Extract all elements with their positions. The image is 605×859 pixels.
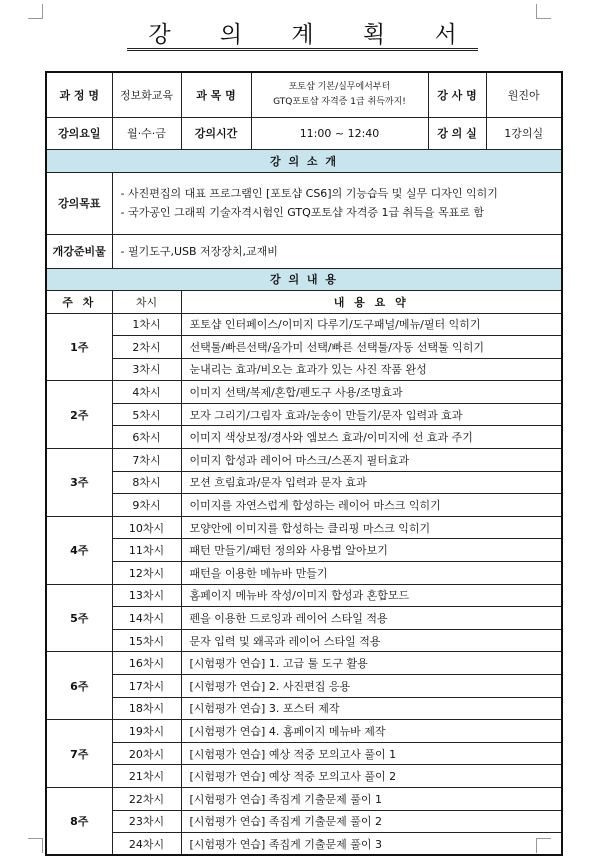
session-row — [46, 742, 562, 765]
session-summary: [시험평가 연습] 예상 적중 모의고사 풀이 2 — [181, 765, 562, 788]
goal-line-2: - 국가공인 그래픽 기술자격시험인 GTQ포토샵 자격증 1급 취득을 목표로 함 — [120, 206, 484, 219]
intro-header: 강 의 소 개 — [46, 149, 562, 172]
session-number: 22차시 — [112, 787, 181, 810]
session-row — [46, 426, 562, 449]
document-title-wrap — [0, 16, 605, 49]
prep-row — [46, 234, 562, 268]
col-summary-header: 내 용 요 약 — [181, 290, 562, 313]
session-number: 15차시 — [112, 629, 181, 652]
column-header-row — [46, 290, 562, 313]
session-summary: [시험평가 연습] 4. 홈페이지 메뉴바 제작 — [181, 720, 562, 743]
subject-label: 과 목 명 — [181, 72, 251, 117]
subject-line-1: 포토샵 기본/실무에서부터 — [288, 81, 391, 92]
document-title: 강 의 계 획 서 — [127, 22, 477, 51]
session-number: 11차시 — [112, 539, 181, 562]
session-row — [46, 765, 562, 788]
session-number: 17차시 — [112, 675, 181, 698]
session-summary: 홈페이지 메뉴바 작성/이미지 합성과 혼합모드 — [181, 584, 562, 607]
session-number: 2차시 — [112, 336, 181, 359]
week-label: 1주 — [46, 313, 112, 381]
session-summary: 펜을 이용한 드로잉과 레이어 스타일 적용 — [181, 607, 562, 630]
session-row — [46, 697, 562, 720]
goal-line-1: - 사진편집의 대표 프로그램인 [포토샵 CS6]의 기능습득 및 실무 디자인 익히기 — [120, 187, 498, 200]
session-summary: 패턴을 이용한 메뉴바 만들기 — [181, 562, 562, 585]
week-label: 7주 — [46, 720, 112, 788]
subject-value — [251, 72, 428, 117]
session-summary: 이미지 색상보정/경사와 엠보스 효과/이미지에 선 효과 주기 — [181, 426, 562, 449]
session-number: 8차시 — [112, 471, 181, 494]
session-row — [46, 629, 562, 652]
session-summary: 포토샵 인터페이스/이미지 다루기/도구패널/메뉴/필터 익히기 — [181, 313, 562, 336]
course-value: 정보화교육 — [112, 72, 181, 117]
course-label: 과 정 명 — [46, 72, 112, 117]
session-summary: 이미지 합성과 레이어 마스크/스폰지 필터효과 — [181, 449, 562, 472]
session-summary: 모자 그리기/그림자 효과/눈송이 만들기/문자 입력과 효과 — [181, 403, 562, 426]
room-value: 1강의실 — [486, 117, 562, 149]
room-label: 강 의 실 — [428, 117, 486, 149]
session-number: 1차시 — [112, 313, 181, 336]
session-summary: [시험평가 연습] 족집게 기출문제 풀이 1 — [181, 787, 562, 810]
week-label: 2주 — [46, 381, 112, 449]
session-summary: 선택툴/빠른선택/올가미 선택/빠른 선택툴/자동 선택툴 익히기 — [181, 336, 562, 359]
lecture-plan-table — [45, 71, 563, 856]
session-summary: 이미지를 자연스럽게 합성하는 레이어 마스크 익히기 — [181, 494, 562, 517]
session-summary: 패턴 만들기/패턴 정의와 사용법 알아보기 — [181, 539, 562, 562]
intro-header-row — [46, 149, 562, 172]
session-number: 4차시 — [112, 381, 181, 404]
subject-line-2: GTQ포토샵 자격증 1급 취득까지! — [273, 96, 406, 107]
crop-mark-bottom-left — [28, 838, 43, 853]
week-label: 6주 — [46, 652, 112, 720]
week-label: 4주 — [46, 516, 112, 584]
session-row — [46, 833, 562, 856]
session-row — [46, 720, 562, 743]
session-number: 21차시 — [112, 765, 181, 788]
session-row — [46, 381, 562, 404]
week-label: 3주 — [46, 449, 112, 517]
session-row — [46, 449, 562, 472]
session-summary: [시험평가 연습] 2. 사진편집 응용 — [181, 675, 562, 698]
session-number: 3차시 — [112, 358, 181, 381]
session-row — [46, 494, 562, 517]
session-number: 19차시 — [112, 720, 181, 743]
session-number: 18차시 — [112, 697, 181, 720]
week-label: 8주 — [46, 787, 112, 855]
session-summary: [시험평가 연습] 족집게 기출문제 풀이 3 — [181, 833, 562, 856]
session-number: 23차시 — [112, 810, 181, 833]
goal-content — [112, 172, 562, 234]
session-row — [46, 358, 562, 381]
info-row-1 — [46, 72, 562, 117]
session-row — [46, 675, 562, 698]
goal-row — [46, 172, 562, 234]
goal-label: 강의목표 — [46, 172, 112, 234]
session-row — [46, 607, 562, 630]
time-value: 11:00 ~ 12:40 — [251, 117, 428, 149]
session-number: 14차시 — [112, 607, 181, 630]
week-label: 5주 — [46, 584, 112, 652]
session-row — [46, 313, 562, 336]
session-number: 6차시 — [112, 426, 181, 449]
session-summary: [시험평가 연습] 예상 적중 모의고사 풀이 1 — [181, 742, 562, 765]
session-number: 16차시 — [112, 652, 181, 675]
prep-value: - 필기도구,USB 저장장치,교재비 — [112, 234, 562, 268]
session-row — [46, 336, 562, 359]
session-summary: [시험평가 연습] 족집게 기출문제 풀이 2 — [181, 810, 562, 833]
instructor-value: 원진아 — [486, 72, 562, 117]
session-number: 5차시 — [112, 403, 181, 426]
session-number: 10차시 — [112, 516, 181, 539]
session-number: 24차시 — [112, 833, 181, 856]
session-summary: [시험평가 연습] 1. 고급 툴 도구 활용 — [181, 652, 562, 675]
col-session-header: 차시 — [112, 290, 181, 313]
instructor-label: 강 사 명 — [428, 72, 486, 117]
content-header-row — [46, 268, 562, 290]
col-week-header: 주 차 — [46, 290, 112, 313]
session-number: 12차시 — [112, 562, 181, 585]
prep-label: 개강준비물 — [46, 234, 112, 268]
session-row — [46, 584, 562, 607]
content-header: 강 의 내 용 — [46, 268, 562, 290]
session-number: 7차시 — [112, 449, 181, 472]
session-row — [46, 539, 562, 562]
session-row — [46, 562, 562, 585]
session-row — [46, 652, 562, 675]
session-summary: [시험평가 연습] 3. 포스터 제작 — [181, 697, 562, 720]
info-row-2 — [46, 117, 562, 149]
session-row — [46, 787, 562, 810]
session-summary: 모양안에 이미지를 합성하는 클리핑 마스크 익히기 — [181, 516, 562, 539]
time-label: 강의시간 — [181, 117, 251, 149]
session-row — [46, 403, 562, 426]
session-summary: 눈내리는 효과/비오는 효과가 있는 사진 작품 완성 — [181, 358, 562, 381]
session-row — [46, 810, 562, 833]
session-number: 9차시 — [112, 494, 181, 517]
session-summary: 모션 흐림효과/문자 입력과 문자 효과 — [181, 471, 562, 494]
session-row — [46, 471, 562, 494]
day-value: 월·수·금 — [112, 117, 181, 149]
session-number: 20차시 — [112, 742, 181, 765]
session-summary: 이미지 선택/복제/혼합/펜도구 사용/조명효과 — [181, 381, 562, 404]
session-summary: 문자 입력 및 왜곡과 레이어 스타일 적용 — [181, 629, 562, 652]
day-label: 강의요일 — [46, 117, 112, 149]
session-number: 13차시 — [112, 584, 181, 607]
session-row — [46, 516, 562, 539]
